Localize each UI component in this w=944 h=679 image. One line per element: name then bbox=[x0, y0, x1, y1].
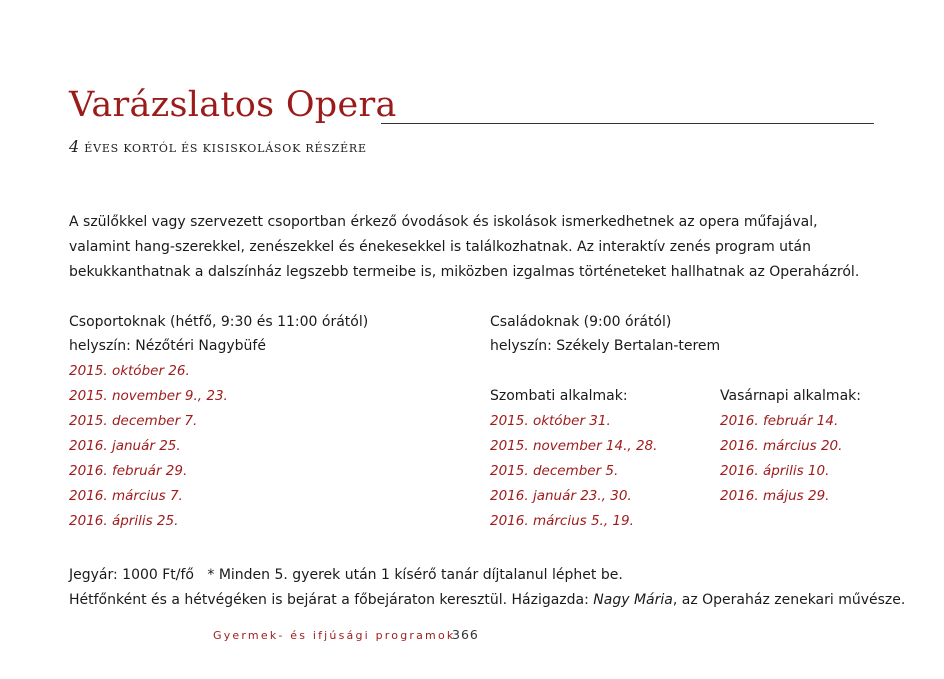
saturday-date: 2015. október 31. bbox=[490, 413, 611, 429]
saturday-heading: Szombati alkalmak: bbox=[490, 388, 628, 404]
footer-section: Gyermek- és ifjúsági programok bbox=[213, 629, 456, 642]
subtitle-text: ÉVES KORTÓL ÉS KISISKOLÁSOK RÉSZÉRE bbox=[84, 142, 367, 155]
ticket-note: * Minden 5. gyerek után 1 kísérő tanár díjtalanul léphet be. bbox=[207, 567, 623, 583]
sunday-heading: Vasárnapi alkalmak: bbox=[720, 388, 861, 404]
groups-date: 2016. január 25. bbox=[69, 438, 181, 454]
saturday-date: 2015. december 5. bbox=[490, 463, 619, 479]
groups-venue: helyszín: Nézőtéri Nagybüfé bbox=[69, 338, 266, 354]
families-venue: helyszín: Székely Bertalan-terem bbox=[490, 338, 721, 354]
saturday-date: 2015. november 14., 28. bbox=[490, 438, 658, 454]
subtitle bbox=[69, 137, 367, 156]
title-rule bbox=[381, 123, 874, 124]
groups-date: 2016. március 7. bbox=[69, 488, 183, 504]
sunday-date: 2016. március 20. bbox=[720, 438, 843, 454]
groups-date: 2015. november 9., 23. bbox=[69, 388, 228, 404]
groups-date: 2015. október 26. bbox=[69, 363, 190, 379]
entrance-text-end: , az Operaház zenekari művésze. bbox=[672, 592, 906, 608]
intro-paragraph: A szülőkkel vagy szervezett csoportban érkező óvodások és iskolások ismerkedhetnek az opera műfajával, valamint hang-szerekkel, zenészekkel és énekesekkel is találkozhatnak. Az interaktív zenés program után bekukkanthatnak a dalszínház legszebb termeibe is, miközben izgalmas történeteket hallhatnak az Operaházról. bbox=[69, 214, 860, 280]
groups-heading: Csoportoknak (hétfő, 9:30 és 11:00 órától) bbox=[69, 314, 369, 330]
groups-date: 2016. április 25. bbox=[69, 513, 179, 529]
saturday-date: 2016. március 5., 19. bbox=[490, 513, 634, 529]
sunday-date: 2016. április 10. bbox=[720, 463, 830, 479]
page-title: Varázslatos Opera bbox=[69, 85, 397, 125]
sunday-date: 2016. február 14. bbox=[720, 413, 839, 429]
ticket-line bbox=[69, 563, 623, 587]
host-name: Nagy Mária bbox=[593, 592, 673, 608]
groups-date: 2016. február 29. bbox=[69, 463, 188, 479]
subtitle-number: 4 bbox=[69, 137, 80, 156]
groups-date: 2015. december 7. bbox=[69, 413, 198, 429]
saturday-date: 2016. január 23., 30. bbox=[490, 488, 632, 504]
entrance-text: Hétfőnként és a hétvégéken is bejárat a főbejáraton keresztül. Házigazda: bbox=[69, 592, 594, 608]
ticket-price: Jegyár: 1000 Ft/fő bbox=[69, 567, 195, 583]
families-heading: Családoknak (9:00 órától) bbox=[490, 314, 672, 330]
page-number: 366 bbox=[452, 627, 479, 642]
sunday-date: 2016. május 29. bbox=[720, 488, 830, 504]
entrance-line bbox=[69, 588, 905, 612]
